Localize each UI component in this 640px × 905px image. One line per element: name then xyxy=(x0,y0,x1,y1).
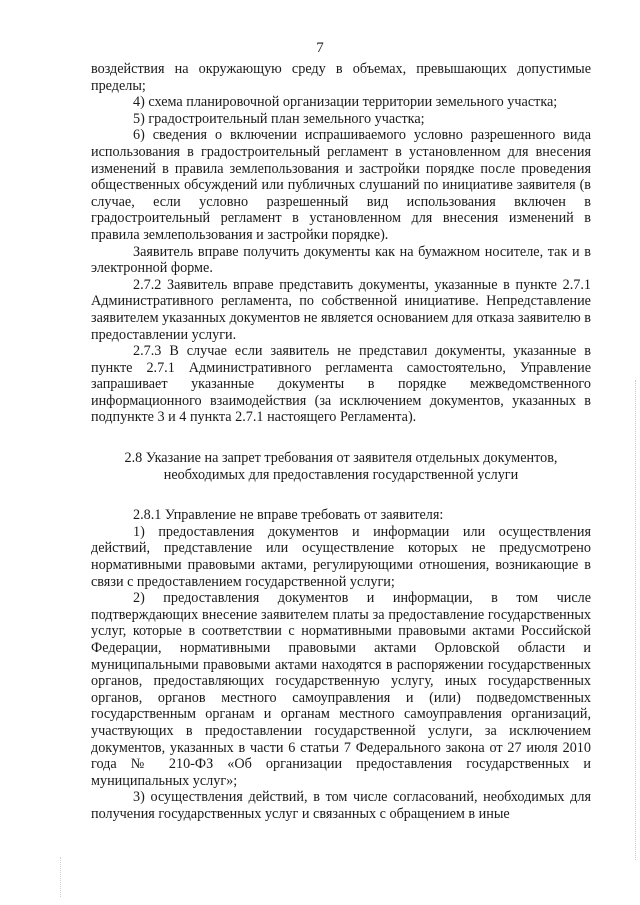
section-heading-line-1: 2.8 Указание на запрет требования от заявителя отдельных документов, xyxy=(124,450,558,467)
paragraph-9: 1) предоставления документов и информации или осуществления действий, представление или осуществление которых не предусмотрено нормативными правовыми актами, регулирующими отношения, возникающие в связи с предоставлением государственной услуги; xyxy=(91,523,591,590)
document-body xyxy=(91,61,591,823)
paragraph-4: 6) сведения о включении испрашиваемого условно разрешенного вида использования в градостроительный регламент в установленном для внесения изменений в правила землепользования и застройки порядке после проведения общественных обсуждений или публичных слушаний по инициативе заявителя (в случае, если условно разрешенный вид использования включен в градостроительный регламент в установленном для внесения изменений в правила землепользования и застройки порядке). xyxy=(91,127,591,243)
scan-bottom-marks xyxy=(60,857,581,897)
paragraph-1: воздействия на окружающую среду в объемах, превышающих допустимые пределы; xyxy=(91,61,591,94)
paragraph-11: 3) осуществления действий, в том числе согласований, необходимых для получения государственных услуг и связанных с обращением в иные xyxy=(91,789,591,822)
paragraph-8: 2.8.1 Управление не вправе требовать от заявителя: xyxy=(133,507,444,524)
paragraph-10: 2) предоставления документов и информации, в том числе подтверждающих внесение заявителем платы за предоставление государственных услуг, которые в соответствии с нормативными правовыми актами Российской Федерации, нормативными правовыми актами Орловской области и муниципальными правовыми актами находятся в распоряжении государственных органов, предоставляющих государственную услугу, иных государственных органов, органов местного самоуправления и (или) подведомственных государственным органам и органам местного самоуправления организаций, участвующих в предоставлении государственной услуги, за исключением документов, указанных в части 6 статьи 7 Федерального закона от 27 июля 2010 года № 210-ФЗ «Об организации предоставления государственных и муниципальных услуг»; xyxy=(91,590,591,789)
page-number: 7 xyxy=(316,40,324,56)
scan-margin-marks xyxy=(627,380,636,860)
paragraph-2: 4) схема планировочной организации территории земельного участка; xyxy=(133,94,558,111)
paragraph-3: 5) градостроительный план земельного участка; xyxy=(133,110,425,127)
paragraph-7: 2.7.3 В случае если заявитель не представил документы, указанные в пункте 2.7.1 Административного регламента самостоятельно, Управление запрашивает указанные документы в порядке межведомственного информационного взаимодействия (за исключением документов, указанных в подпункте 3 и 4 пункта 2.7.1 настоящего Регламента). xyxy=(91,343,591,426)
section-heading xyxy=(91,450,591,483)
paragraph-6: 2.7.2 Заявитель вправе представить документы, указанные в пункте 2.7.1 Административного регламента, по собственной инициативе. Непредставление заявителем указанных документов не является основанием для отказа заявителю в предоставлении услуги. xyxy=(91,276,591,343)
paragraph-5: Заявитель вправе получить документы как на бумажном носителе, так и в электронной форме. xyxy=(91,243,591,277)
section-heading-line-2: необходимых для предоставления государственной услуги xyxy=(163,466,519,483)
